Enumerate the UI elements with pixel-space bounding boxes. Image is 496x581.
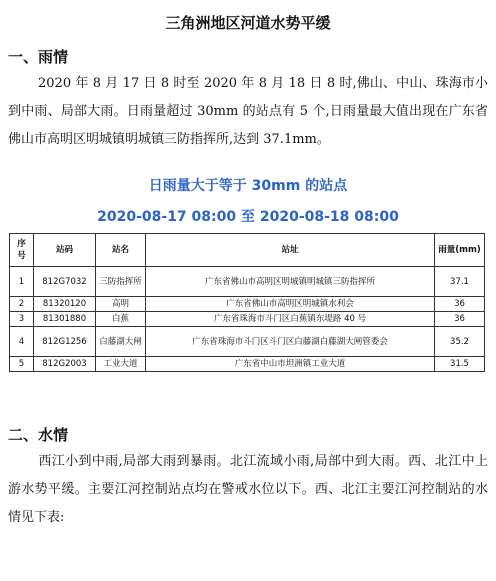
rainfall-paragraph [8,70,488,154]
cell-code: 81301880 [34,312,96,327]
cell-address: 广东省珠海市斗门区斗门区白藤湖白藤湖大闸管委会 [146,327,435,357]
cell-code: 812G2003 [34,357,96,372]
cell-rainfall: 31.5 [435,357,485,372]
cell-name: 三防指挥所 [96,267,146,297]
cell-address: 广东省佛山市高明区明城镇水利会 [146,297,435,312]
table-row [10,357,485,372]
table-row [10,297,485,312]
table-header-row [10,234,485,267]
cell-seq: 4 [10,327,34,357]
page-title: 三角洲地区河道水势平缓 [165,14,331,32]
table-date-range: 2020-08-17 08:00 至 2020-08-18 08:00 [97,209,399,225]
cell-address: 广东省中山市坦洲镇工业大道 [146,357,435,372]
rainfall-paragraph-text: 2020 年 8 月 17 日 8 时至 2020 年 8 月 18 日 8 时,佛山、中山、珠海市小到中雨、局部大雨。日雨量超过 30mm 的站点有 5 个,日雨量最大值出现在广东省佛山市高明区明城镇明城镇三防指挥所,达到 37.1mm。 [8,76,488,147]
cell-rainfall: 36 [435,312,485,327]
header-seq: 序号 [10,234,34,267]
header-name: 站名 [96,234,146,267]
cell-code: 812G7032 [34,267,96,297]
water-level-paragraph-text: 西江小到中雨,局部大雨到暴雨。北江流域小雨,局部中到大雨。西、北江中上游水势平缓。主要江河控制站点均在警戒水位以下。西、北江主要江河控制站的水情见下表: [8,454,488,525]
header-address: 站址 [146,234,435,267]
cell-address: 广东省珠海市斗门区白蕉镇东堤路 40 号 [146,312,435,327]
header-code: 站码 [34,234,96,267]
section-heading-rainfall: 一、雨情 [8,48,69,66]
table-row [10,312,485,327]
table-row [10,327,485,357]
cell-address: 广东省佛山市高明区明城镇明城镇三防指挥所 [146,267,435,297]
table-row [10,267,485,297]
cell-code: 81320120 [34,297,96,312]
cell-name: 白蕉 [96,312,146,327]
rainfall-stations-table [9,233,485,372]
header-rainfall: 雨量(mm) [435,234,485,267]
water-level-paragraph [8,448,488,532]
cell-seq: 2 [10,297,34,312]
cell-seq: 3 [10,312,34,327]
cell-seq: 1 [10,267,34,297]
cell-rainfall: 36 [435,297,485,312]
table-title: 日雨量大于等于 30mm 的站点 [148,178,348,194]
cell-seq: 5 [10,357,34,372]
section-heading-water-level: 二、水情 [8,426,69,444]
cell-rainfall: 35.2 [435,327,485,357]
cell-name: 高明 [96,297,146,312]
cell-rainfall: 37.1 [435,267,485,297]
cell-name: 工业大道 [96,357,146,372]
cell-name: 白藤湖大闸 [96,327,146,357]
cell-code: 812G1256 [34,327,96,357]
